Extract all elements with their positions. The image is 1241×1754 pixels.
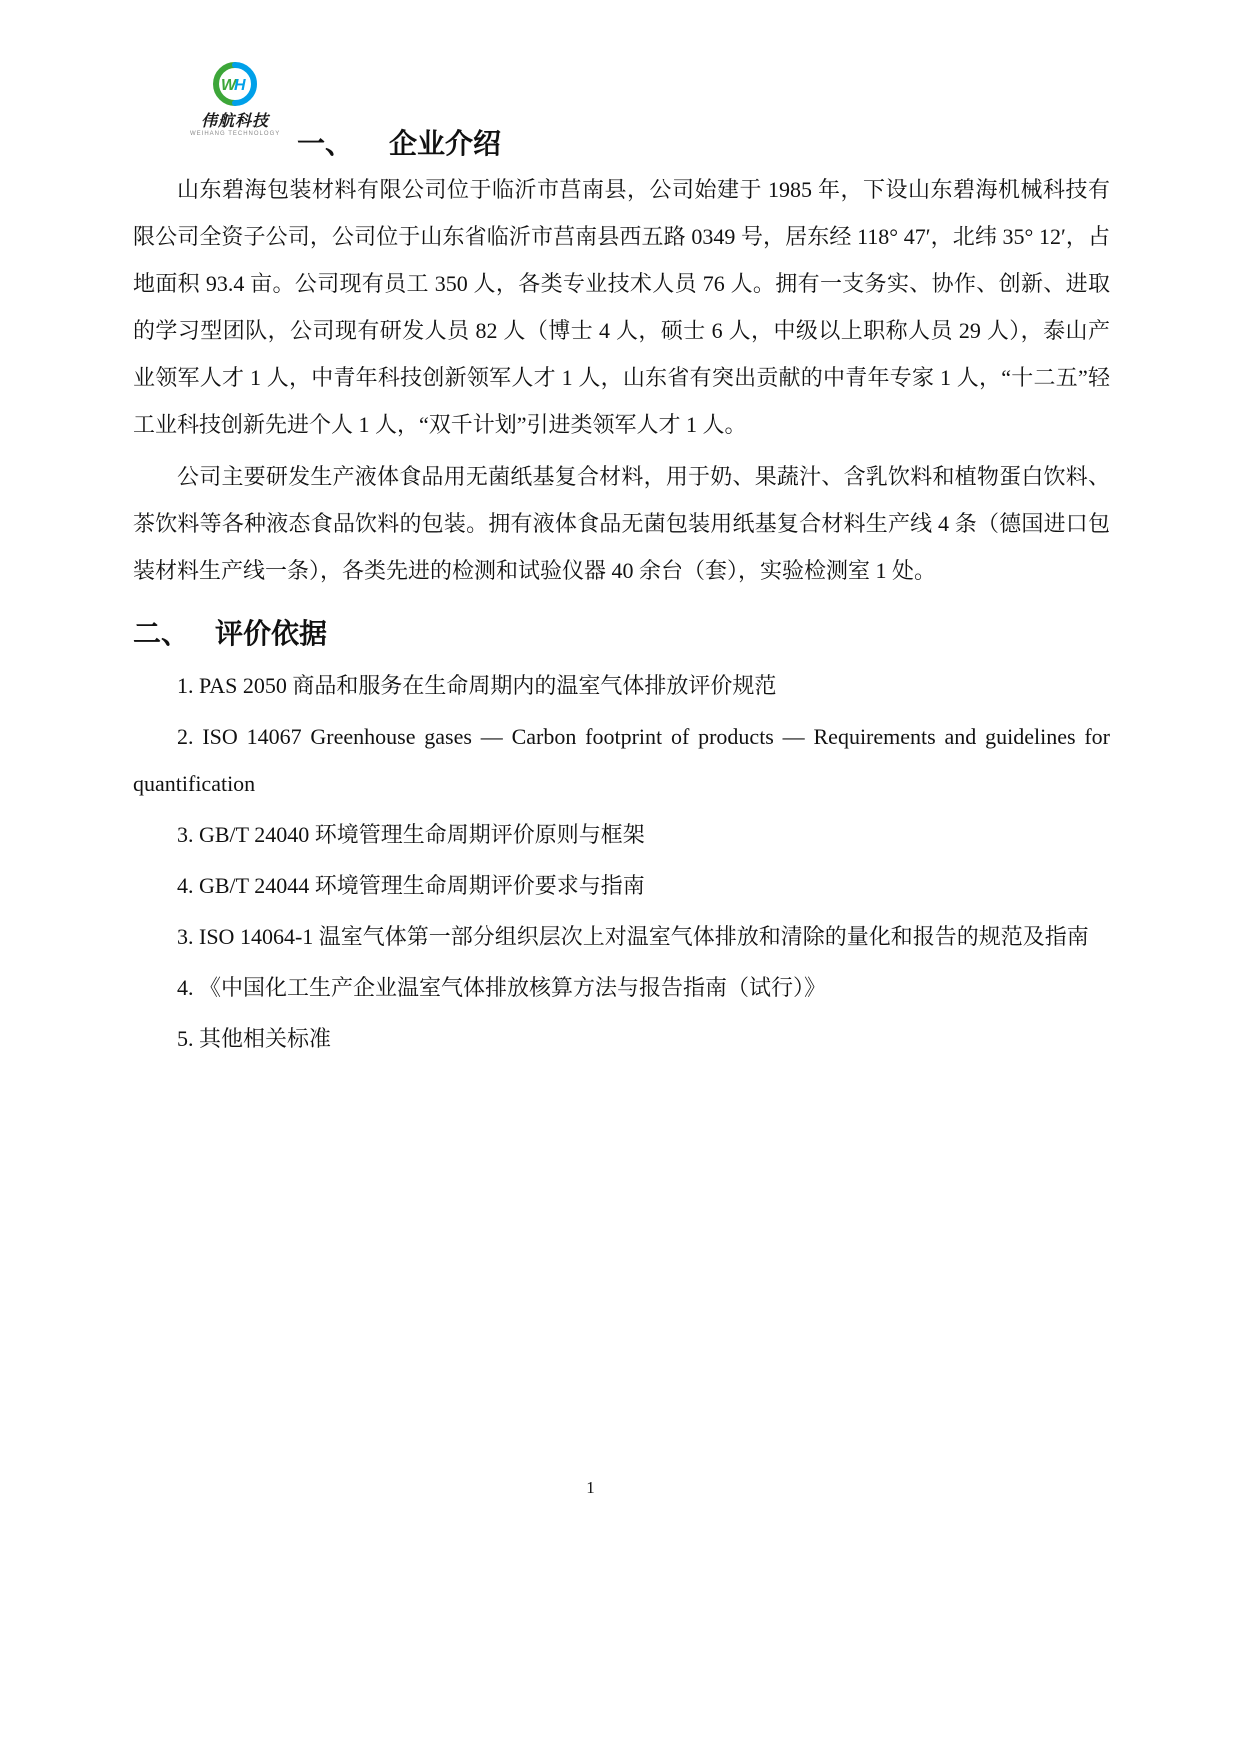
section-heading-company-intro — [297, 128, 501, 162]
heading-title: 企业介绍 — [389, 129, 502, 160]
heading-title: 评价依据 — [215, 619, 328, 650]
logo-mark-icon — [213, 62, 257, 106]
heading-number: 一、 — [297, 129, 354, 160]
company-intro-paragraph-1: 山东碧海包装材料有限公司位于临沂市莒南县，公司始建于 1985 年，下设山东碧海机械科技有限公司全资子公司，公司位于山东省临沂市莒南县西五路 0349 号，居东经 118° 47′，北纬 35° 12′，占地面积 93.4 亩。公司现有员工 350 人，各类专业技术人员 76 人。拥有一支务实、协作、创新、进取的学习型团队，公司现有研发人员 82 人（博士 4 人，硕士 6 人，中级以上职称人员 29 人），泰山产业领军人才 1 人，中青年科技创新领军人才 1 人，山东省有突出贡献的中青年专家 1 人，“十二五”轻工业科技创新先进个人 1 人，“双千计划”引进类领军人才 1 人。 — [133, 177, 1110, 437]
evaluation-basis-item: 3. GB/T 24040 环境管理生命周期评价原则与框架 — [177, 822, 645, 847]
page-number: 1 — [586, 1478, 595, 1497]
evaluation-basis-item: 2. ISO 14067 Greenhouse gases — Carbon footprint of products — Requirements and guidelines for quantification — [133, 724, 1110, 796]
section-heading-evaluation-basis — [133, 618, 1110, 652]
evaluation-basis-item: 5. 其他相关标准 — [177, 1026, 332, 1051]
logo-company-name-en: WEIHANG TECHNOLOGY — [190, 131, 281, 137]
logo-monogram-w: W — [221, 77, 237, 94]
evaluation-basis-item: 1. PAS 2050 商品和服务在生命周期内的温室气体排放评价规范 — [177, 673, 777, 698]
company-intro-paragraph-2: 公司主要研发生产液体食品用无菌纸基复合材料，用于奶、果蔬汁、含乳饮料和植物蛋白饮料、茶饮料等各种液态食品饮料的包装。拥有液体食品无菌包装用纸基复合材料生产线 4 条（德国进口包装材料生产线一条），各类先进的检测和试验仪器 40 余台（套），实验检测室 1 处。 — [133, 464, 1110, 583]
document-body — [133, 166, 1110, 1066]
logo-monogram-h: H — [234, 77, 246, 94]
evaluation-basis-item: 3. ISO 14064-1 温室气体第一部分组织层次上对温室气体排放和清除的量化和报告的规范及指南 — [177, 924, 1089, 949]
evaluation-basis-item: 4. GB/T 24044 环境管理生命周期评价要求与指南 — [177, 873, 645, 898]
logo-company-name: 伟航科技 — [200, 113, 269, 130]
company-logo — [190, 62, 280, 137]
heading-number: 二、 — [133, 619, 190, 650]
evaluation-basis-item: 4. 《中国化工生产企业温室气体排放核算方法与报告指南（试行）》 — [177, 975, 827, 1000]
